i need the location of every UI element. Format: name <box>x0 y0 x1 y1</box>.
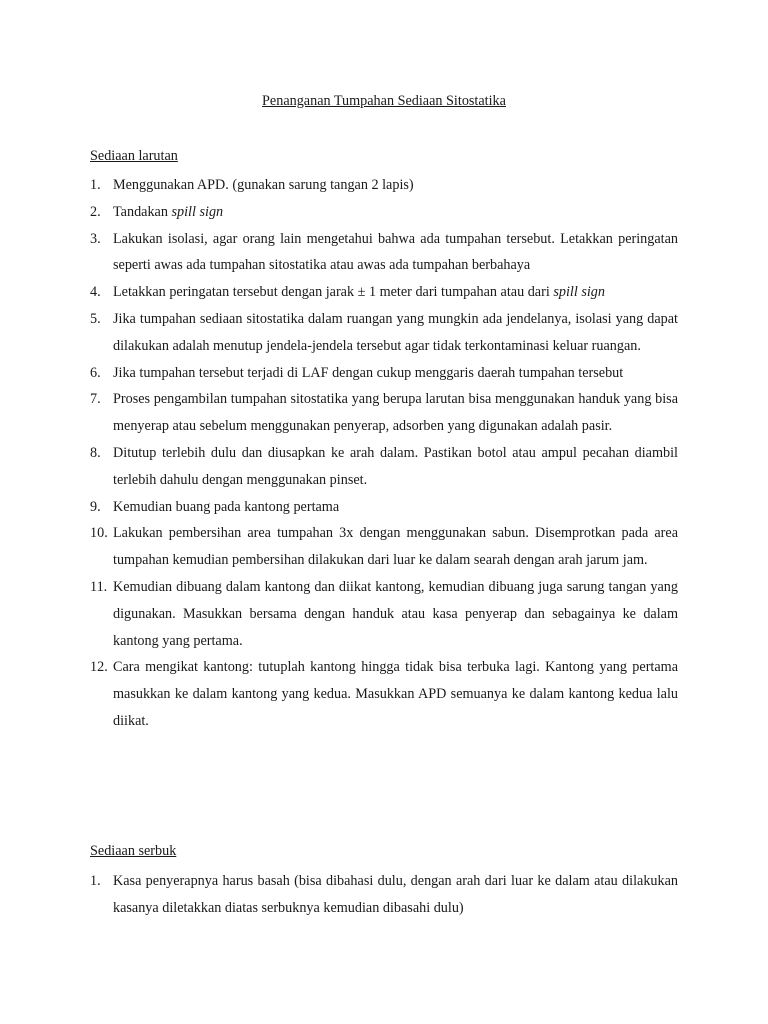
item-number: 7. <box>90 391 101 408</box>
list-item <box>90 574 678 654</box>
section-heading-sediaan-serbuk: Sediaan serbuk <box>90 843 177 859</box>
procedure-list-serbuk <box>90 868 678 922</box>
item-text: Jika tumpahan sediaan sitostatika dalam ruangan yang mungkin ada jendelanya, isolasi yang dapat dilakukan adalah menutup jendela-jendela tersebut agar tidak terkontaminasi keluar ruangan. <box>113 310 678 354</box>
procedure-list-larutan <box>90 172 678 735</box>
item-text: Kasa penyerapnya harus basah (bisa dibahasi dulu, dengan arah dari luar ke dalam atau dilakukan kasanya diletakkan diatas serbuknya kemudian dibasahi dulu) <box>113 873 678 916</box>
list-item <box>90 360 678 387</box>
item-number: 1. <box>90 873 101 889</box>
item-number: 4. <box>90 284 101 301</box>
list-item <box>90 172 678 199</box>
list-item <box>90 520 678 574</box>
item-text: Menggunakan APD. (gunakan sarung tangan 2 lapis) <box>113 177 414 193</box>
list-item <box>90 868 678 922</box>
item-number: 1. <box>90 177 101 193</box>
item-number: 6. <box>90 364 101 381</box>
item-text: Letakkan peringatan tersebut dengan jarak ± 1 meter dari tumpahan atau dari <box>113 284 554 301</box>
item-number: 11. <box>90 578 108 595</box>
item-text: Tandakan <box>113 203 172 220</box>
list-item <box>90 306 678 360</box>
list-item <box>90 199 678 226</box>
item-number: 10. <box>90 525 108 542</box>
list-item <box>90 654 678 734</box>
item-number: 9. <box>90 498 101 515</box>
list-item <box>90 386 678 440</box>
item-text: Cara mengikat kantong: tutuplah kantong hingga tidak bisa terbuka lagi. Kantong yang pertama masukkan ke dalam kantong yang kedua. Masukkan APD semuanya ke dalam kantong kedua lalu diikat. <box>113 659 678 729</box>
list-item <box>90 226 678 280</box>
list-item <box>90 494 678 521</box>
item-number: 3. <box>90 230 101 247</box>
item-text: Lakukan pembersihan area tumpahan 3x dengan menggunakan sabun. Disemprotkan pada area tumpahan kemudian pembersihan dilakukan dari luar ke dalam searah dengan arah jarum jam. <box>113 525 678 569</box>
list-item <box>90 279 678 306</box>
item-italic-term: spill sign <box>553 284 605 301</box>
section-heading-sediaan-larutan: Sediaan larutan <box>90 148 178 164</box>
item-italic-term: spill sign <box>171 203 224 220</box>
item-number: 8. <box>90 444 101 461</box>
item-text: Kemudian buang pada kantong pertama <box>113 498 340 515</box>
item-text: Ditutup terlebih dulu dan diusapkan ke arah dalam. Pastikan botol atau ampul pecahan diambil terlebih dahulu dengan menggunakan pinset. <box>113 444 678 488</box>
item-number: 12. <box>90 659 108 676</box>
list-item <box>90 440 678 494</box>
item-text: Proses pengambilan tumpahan sitostatika yang berupa larutan bisa menggunakan handuk yang bisa menyerap atau sebelum menggunakan penyerap, adsorben yang digunakan adalah pasir. <box>113 391 678 435</box>
item-number: 5. <box>90 310 101 327</box>
document-title: Penanganan Tumpahan Sediaan Sitostatika <box>262 93 506 109</box>
item-text: Kemudian dibuang dalam kantong dan diikat kantong, kemudian dibuang juga sarung tangan yang digunakan. Masukkan bersama dengan handuk atau kasa penyerap dan sebagainya ke dalam kantong yang pertama. <box>113 578 678 649</box>
item-number: 2. <box>90 203 101 220</box>
item-text: Jika tumpahan tersebut terjadi di LAF dengan cukup menggaris daerah tumpahan tersebut <box>113 364 624 381</box>
item-text: Lakukan isolasi, agar orang lain mengetahui bahwa ada tumpahan tersebut. Letakkan peringatan seperti awas ada tumpahan sitostatika atau awas ada tumpahan berbahaya <box>113 230 678 274</box>
